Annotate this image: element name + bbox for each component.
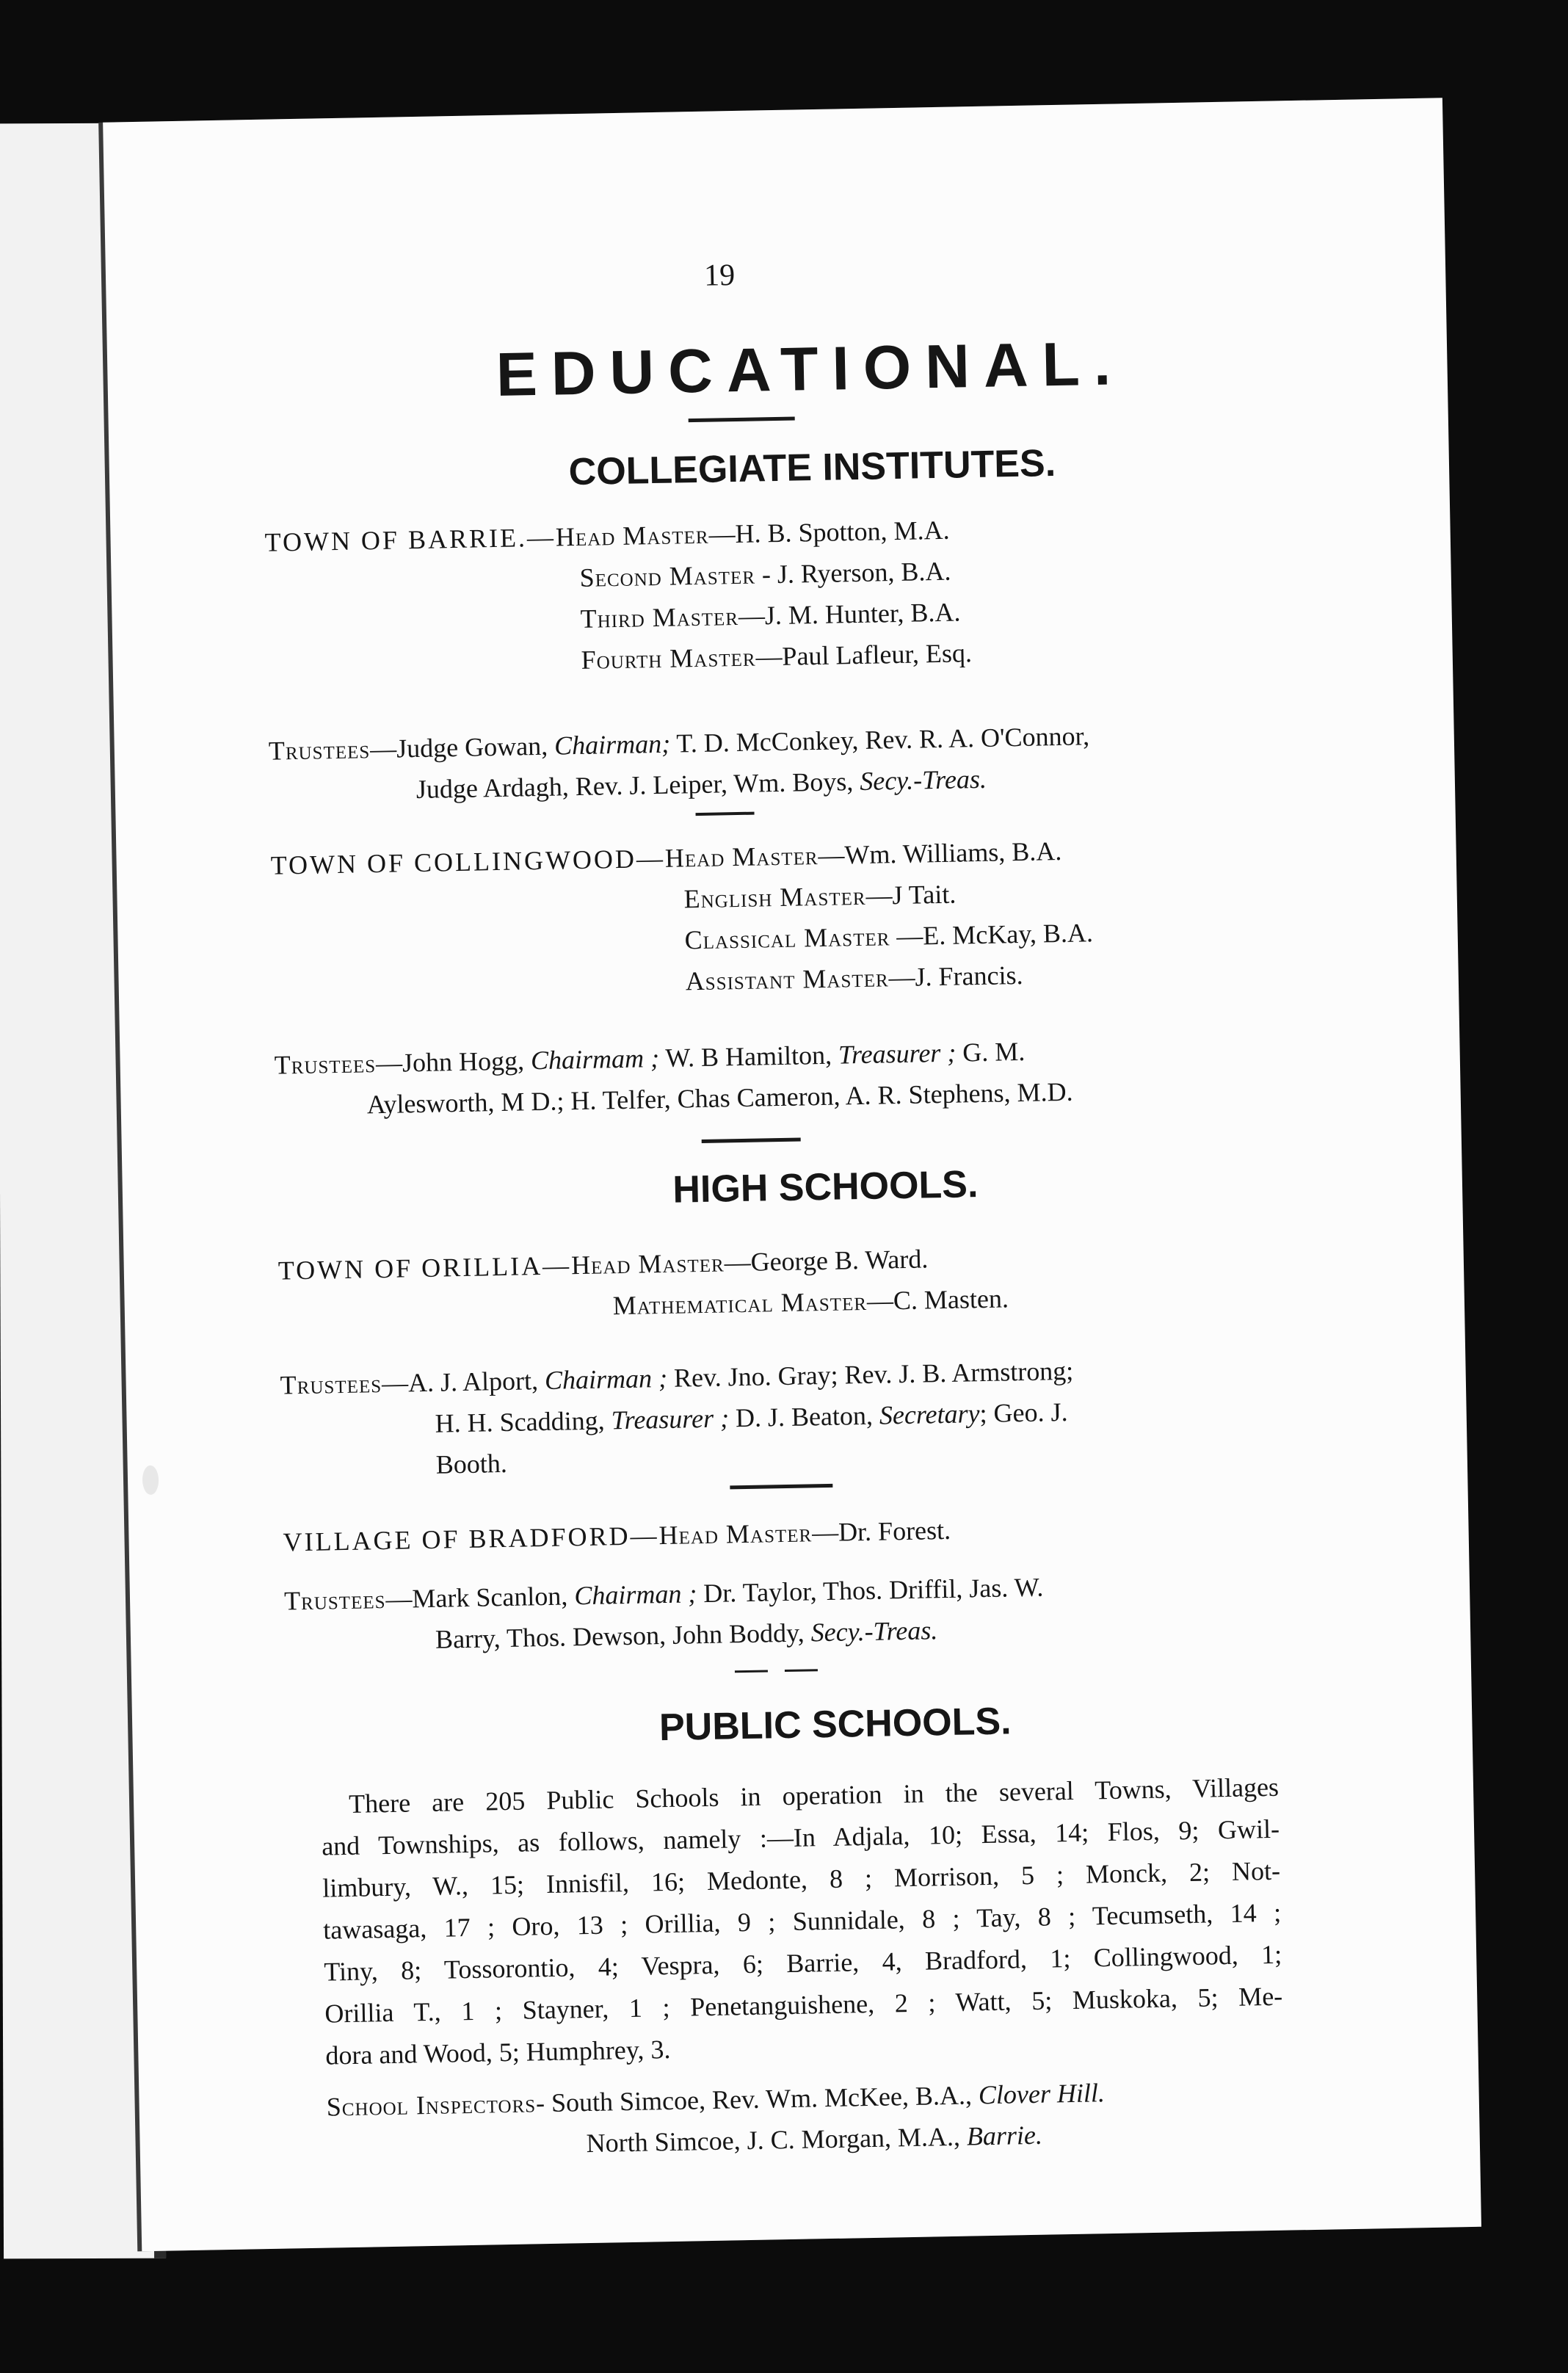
person-name: —C. Masten. — [866, 1283, 1009, 1316]
trustees-label: Trustees — [268, 734, 371, 766]
inspectors-line-1 — [326, 2079, 1105, 2120]
collingwood-assistant-master-line — [685, 962, 1023, 994]
trustee-text: G. M. — [955, 1036, 1026, 1068]
trustee-role: Treasurer ; — [838, 1037, 957, 1070]
person-name: —J. Francis. — [888, 960, 1023, 993]
collingwood-trustees-line-1 — [274, 1038, 1025, 1079]
trustee-role: Secy.-Treas. — [810, 1615, 938, 1648]
trustee-text: T. D. McConkey, Rev. R. A. O'Connor, — [669, 721, 1090, 758]
trustee-role: Secy.-Treas. — [859, 764, 987, 796]
inspector-place: Clover Hill. — [978, 2078, 1106, 2110]
person-name: - J. Ryerson, B.A. — [755, 556, 951, 590]
town-label: TOWN OF BARRIE.— — [264, 522, 556, 557]
barrie-second-master-line — [579, 558, 951, 591]
orillia-head-master-line — [277, 1244, 929, 1286]
collingwood-trustees-line-2: Aylesworth, M D.; H. Telfer, Chas Cameron, A. R. Stephens, M.D. — [366, 1076, 1073, 1120]
barrie-third-master-line — [580, 597, 961, 634]
collingwood-english-master-line — [683, 881, 956, 913]
barrie-fourth-master-line — [581, 640, 972, 673]
page-title: EDUCATIONAL. — [495, 328, 1125, 409]
trustee-text: Dr. Taylor, Thos. Driffil, Jas. W. — [696, 1572, 1044, 1609]
person-name: —J. M. Hunter, B.A. — [738, 597, 961, 631]
trustees-label: Trustees — [283, 1584, 386, 1616]
trustee-role: Secretary — [879, 1399, 980, 1430]
trustee-text: ; Geo. J. — [979, 1396, 1068, 1429]
role-label: Classical Master — [684, 921, 890, 955]
trustee-role: Chairman ; — [544, 1363, 668, 1395]
paragraph-line: dora and Wood, 5; Humphrey, 3. — [325, 2034, 671, 2071]
trustee-role: Chairman ; — [573, 1579, 697, 1611]
barrie-head-master-line — [264, 517, 949, 556]
paragraph-line: There are 205 Public Schools in operation in the several Towns, Villages — [348, 1772, 1280, 1819]
trustee-text: Judge Ardagh, Rev. J. Leiper, Wm. Boys, — [415, 766, 860, 805]
trustee-text: Rev. Jno. Gray; Rev. J. B. Armstrong; — [667, 1355, 1074, 1393]
trustee-text: W. B Hamilton, — [658, 1040, 839, 1073]
collingwood-head-master-line — [270, 838, 1061, 879]
trustee-text: H. H. Scadding, — [435, 1405, 612, 1438]
orillia-trustees-line-1 — [280, 1355, 1074, 1400]
public-schools-paragraph — [321, 1767, 1284, 2077]
trustee-role: Treasurer ; — [611, 1403, 730, 1435]
barrie-trustees-line-2 — [416, 766, 987, 803]
inspector-place: Barrie. — [966, 2120, 1043, 2151]
role-label: Assistant Master — [685, 963, 889, 996]
person-name: —George B. Ward. — [724, 1244, 929, 1278]
paragraph-line: and Townships, as follows, namely :—In Adjala, 10; Essa, 14; Flos, 9; Gwil- — [321, 1814, 1280, 1861]
role-label: Head Master — [555, 519, 709, 552]
town-label: TOWN OF COLLINGWOOD— — [270, 843, 666, 880]
person-name: —J Tait. — [865, 879, 957, 910]
person-name: —Wm. Williams, B.A. — [818, 836, 1062, 871]
inspector-text: - South Simcoe, Rev. Wm. McKee, B.A., — [535, 2080, 979, 2118]
section-heading-public-schools: PUBLIC SCHOOLS. — [658, 1700, 1012, 1750]
trustee-text: D. J. Beaton, — [728, 1400, 880, 1433]
orillia-trustees-line-2 — [435, 1396, 1068, 1438]
orillia-trustees-line-3: Booth. — [435, 1448, 508, 1479]
person-name: —H. B. Spotton, M.A. — [708, 515, 950, 549]
person-name: —Dr. Forest. — [811, 1515, 951, 1548]
trustees-label: Trustees — [280, 1369, 382, 1400]
document-page — [103, 98, 1481, 2251]
section-heading-collegiate: COLLEGIATE INSTITUTES. — [568, 442, 1056, 494]
trustee-text: —A. J. Alport, — [381, 1365, 545, 1399]
trustee-text: —John Hogg, — [375, 1046, 531, 1079]
bradford-head-master-line — [283, 1517, 951, 1556]
barrie-trustees-line-1 — [269, 722, 1090, 764]
section-rule-dash — [735, 1670, 768, 1673]
section-rule — [696, 812, 755, 816]
section-rule — [702, 1138, 801, 1143]
bradford-trustees-line-1 — [284, 1574, 1044, 1615]
section-heading-high-schools: HIGH SCHOOLS. — [672, 1163, 979, 1211]
role-label: Head Master — [658, 1518, 813, 1551]
page-blemish — [142, 1466, 159, 1495]
role-label: Second Master — [579, 559, 756, 593]
inspectors-line-2 — [586, 2120, 1043, 2159]
paragraph-line: Tiny, 8; Tossorontio, 4; Vespra, 6; Barrie, 4, Bradford, 1; Collingwood, 1; — [323, 1939, 1282, 1987]
bradford-trustees-line-2 — [435, 1617, 938, 1653]
town-label: TOWN OF ORILLIA— — [277, 1250, 572, 1286]
person-name: —E. McKay, B.A. — [889, 918, 1094, 952]
title-rule — [689, 417, 795, 423]
role-label: Mathematical Master — [612, 1286, 868, 1321]
role-label: English Master — [683, 880, 866, 914]
trustee-text: Barry, Thos. Dewson, John Boddy, — [435, 1617, 812, 1654]
paragraph-line: Orillia T., 1 ; Stayner, 1 ; Penetanguishene, 2 ; Watt, 5; Muskoka, 5; Me- — [324, 1981, 1283, 2029]
town-label: VILLAGE OF BRADFORD— — [283, 1521, 659, 1557]
role-label: Head Master — [664, 841, 819, 873]
trustee-role: Chairmam ; — [530, 1043, 660, 1076]
role-label: Head Master — [570, 1247, 725, 1280]
inspectors-label: School Inspectors — [326, 2088, 537, 2122]
trustees-label: Trustees — [274, 1048, 377, 1080]
trustee-text: —Judge Gowan, — [369, 731, 555, 764]
inspector-text: North Simcoe, J. C. Morgan, M.A., — [586, 2121, 968, 2159]
person-name: —Paul Lafleur, Esq. — [755, 638, 973, 672]
trustee-text: —Mark Scanlon, — [385, 1581, 575, 1614]
trustee-role: Chairman; — [553, 728, 671, 761]
collingwood-classical-master-line — [684, 919, 1093, 953]
section-rule-dash — [785, 1669, 818, 1672]
orillia-mathematical-master-line — [612, 1285, 1009, 1319]
paragraph-line: tawasaga, 17 ; Oro, 13 ; Orillia, 9 ; Sunnidale, 8 ; Tay, 8 ; Tecumseth, 14 ; — [322, 1897, 1282, 1945]
role-label: Fourth Master — [581, 642, 756, 675]
role-label: Third Master — [580, 601, 739, 634]
paragraph-line: limbury, W., 15; Innisfil, 16; Medonte, 8 ; Morrison, 5 ; Monck, 2; Not- — [322, 1855, 1281, 1903]
section-rule — [730, 1484, 832, 1490]
page-number: 19 — [703, 258, 736, 293]
